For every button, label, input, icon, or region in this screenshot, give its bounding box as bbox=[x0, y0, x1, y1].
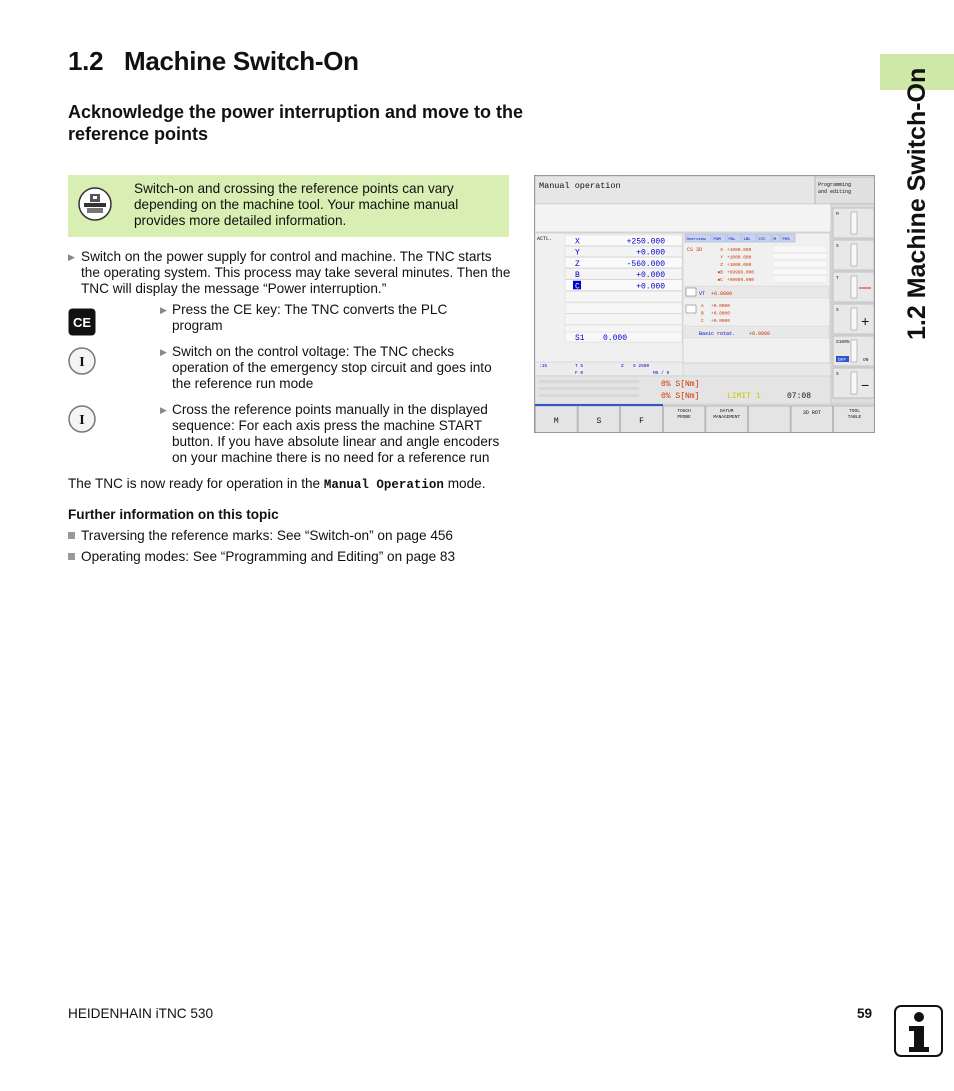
softkey-label: F bbox=[639, 417, 644, 426]
status-tab-label: CYC bbox=[758, 238, 766, 242]
screen-mode-title: Manual operation bbox=[539, 181, 621, 191]
subheading: Acknowledge the power interruption and move to the reference points bbox=[68, 102, 524, 144]
section-title: Machine Switch-On bbox=[124, 46, 359, 76]
bullet-square-icon bbox=[68, 553, 75, 560]
basic-rot-value: +0.0000 bbox=[749, 331, 771, 337]
spindle-label: S1 bbox=[575, 334, 585, 343]
softkey-label: MANAGEMENT bbox=[713, 415, 741, 420]
side-softkey-label: S bbox=[836, 244, 839, 249]
status-tab-label: POS bbox=[782, 238, 790, 242]
screen-mode-right-1: Programming bbox=[818, 182, 852, 188]
status-tab-label: LBL bbox=[743, 238, 751, 242]
cs-axis-label: Z bbox=[720, 263, 723, 268]
clock: 07:08 bbox=[787, 392, 812, 401]
note-box bbox=[68, 175, 509, 237]
ready-text bbox=[68, 476, 528, 493]
rot-axis-value: +0.0000 bbox=[711, 304, 730, 309]
status-m: M5 / 9 bbox=[653, 371, 670, 376]
actl-label: ACTL. bbox=[537, 236, 553, 242]
softkey-label: DATUM bbox=[719, 409, 734, 414]
bullet-triangle-icon: ▶ bbox=[160, 305, 167, 315]
rot-axis-label: A bbox=[701, 304, 704, 309]
cs-axis-value: +1000.000 bbox=[727, 255, 752, 261]
status-t: T 5 bbox=[575, 364, 584, 369]
tnc-screen bbox=[534, 175, 875, 433]
screen-mode-right-2: and editing bbox=[818, 189, 852, 195]
basic-rot-label: Basic rotat. bbox=[699, 331, 736, 337]
ce-key-label: CE bbox=[72, 315, 92, 330]
axis-value-c: +0.000 bbox=[636, 282, 665, 292]
cs3d-label: CS 3D bbox=[687, 247, 703, 253]
plus-icon: + bbox=[861, 315, 870, 331]
rot-axis-value: +0.0000 bbox=[711, 319, 730, 324]
further-info-title: Further information on this topic bbox=[68, 507, 279, 522]
status-tab-label: Overview bbox=[686, 238, 706, 242]
minus-icon: − bbox=[861, 379, 870, 395]
further-info-link-switch-on[interactable]: Traversing the reference marks: See “Switch-on” on page 456 bbox=[81, 528, 453, 543]
bullet-triangle-icon: ▶ bbox=[160, 347, 167, 357]
machine-tool-icon bbox=[78, 187, 112, 221]
cs-axis-value: +1000.000 bbox=[727, 263, 752, 268]
limit-label: LIMIT 1 bbox=[727, 392, 761, 401]
rot-axis-label: C bbox=[701, 319, 704, 324]
off-label: OFF bbox=[838, 358, 847, 363]
cs-axis-label: ✱B bbox=[717, 270, 723, 276]
ready-text-after: mode. bbox=[443, 476, 486, 491]
softkey-label: TABLE bbox=[847, 415, 862, 420]
rot-axis-value: +0.0000 bbox=[711, 311, 730, 317]
softkey-label: PROBE bbox=[677, 415, 691, 420]
overload-row-1: 0% S[Nm] bbox=[661, 380, 700, 389]
bullet-square-icon bbox=[68, 532, 75, 539]
bullet-triangle-icon: ▶ bbox=[160, 405, 167, 415]
side-softkey-label: S100% bbox=[836, 340, 850, 345]
axis-name-c: C bbox=[575, 282, 580, 292]
further-info-item[interactable] bbox=[68, 528, 528, 544]
status-tab-label: PGM bbox=[713, 238, 721, 242]
page-number: 59 bbox=[857, 1006, 873, 1021]
step-ce-key: Press the CE key: The TNC converts the PLC program bbox=[172, 302, 448, 333]
status-z: Z bbox=[621, 364, 624, 369]
cs-axis-value: +99999.000 bbox=[727, 270, 755, 276]
footer-product: HEIDENHAIN iTNC 530 bbox=[68, 1006, 214, 1021]
axis-value-z: -560.000 bbox=[626, 259, 665, 269]
axis-name-y: Y bbox=[575, 248, 580, 258]
spindle-value: 0.000 bbox=[603, 334, 628, 343]
status-s: S 2500 bbox=[633, 364, 650, 369]
ready-text-before: The TNC is now ready for operation in the bbox=[68, 476, 324, 491]
tnc-screen-graphic bbox=[535, 176, 875, 433]
cs-axis-label: X bbox=[720, 248, 723, 253]
cs-axis-label: ✱C bbox=[717, 278, 723, 283]
page-title bbox=[68, 46, 359, 77]
info-icon bbox=[894, 1005, 943, 1057]
axis-value-y: +0.000 bbox=[636, 248, 665, 258]
start-key-label: I bbox=[79, 413, 85, 428]
bullet-triangle-icon: ▶ bbox=[68, 252, 75, 262]
status-tab-label: M bbox=[773, 238, 776, 242]
side-softkey-label: S bbox=[836, 308, 839, 313]
softkey-label: TOUCH bbox=[677, 409, 691, 414]
softkey-label: M bbox=[553, 417, 559, 426]
machine-start-key-icon bbox=[68, 405, 96, 433]
on-label: ON bbox=[863, 358, 869, 363]
axis-name-b: B bbox=[575, 271, 580, 281]
vt-value: +0.0000 bbox=[711, 291, 733, 297]
cs-axis-value: +1000.000 bbox=[727, 248, 752, 253]
axis-name-z: Z bbox=[575, 259, 580, 269]
vt-label: VT bbox=[699, 291, 706, 297]
status-tab-label: PAL bbox=[728, 238, 736, 242]
cs-axis-label: Y bbox=[720, 255, 723, 261]
further-info-link-programming[interactable]: Operating modes: See “Programming and Editing” on page 83 bbox=[81, 549, 456, 564]
note-text: Switch-on and crossing the reference points can vary depending on the machine tool. Your machine manual provides more detailed information. bbox=[134, 181, 459, 228]
rot-axis-label: B bbox=[701, 311, 704, 317]
axis-name-x: X bbox=[575, 237, 580, 247]
step-control-voltage: Switch on the control voltage: The TNC checks operation of the emergency stop circuit and goes into the reference run mode bbox=[172, 344, 492, 391]
softkey-label: S bbox=[596, 417, 602, 426]
softkey-blank[interactable] bbox=[749, 406, 791, 433]
side-running-title: 1.2 Machine Switch-On bbox=[903, 67, 931, 340]
cs-axis-value: +99999.000 bbox=[727, 278, 755, 283]
axis-value-b: +0.000 bbox=[636, 271, 665, 281]
side-softkey-label: M bbox=[836, 212, 839, 217]
section-number: 1.2 bbox=[68, 46, 104, 76]
further-info-item[interactable] bbox=[68, 549, 528, 565]
softkey-label: TOOL bbox=[849, 409, 860, 414]
side-softkey-label: S bbox=[836, 372, 839, 377]
step-power-on: Switch on the power supply for control and machine. The TNC starts the operating system. This process may take several minutes. Then the TNC will display the message “Power interruption.” bbox=[81, 249, 511, 296]
softkey-label: 3D ROT bbox=[802, 410, 821, 416]
mode-name: Manual Operation bbox=[323, 478, 444, 492]
overload-row-2: 0% S[Nm] bbox=[661, 392, 700, 401]
machine-on-key-icon bbox=[68, 347, 96, 375]
side-softkey-label: T bbox=[836, 276, 839, 281]
voltage-key-label: I bbox=[79, 355, 85, 370]
status-t15: :15 bbox=[539, 364, 548, 369]
ce-key-icon bbox=[68, 308, 96, 336]
step-reference-points: Cross the reference points manually in the displayed sequence: For each axis press the machine START button. If you have absolute linear and angle encoders on your machine there is no need for a reference run bbox=[172, 402, 500, 465]
axis-value-x: +250.000 bbox=[626, 237, 665, 247]
status-f: F 0 bbox=[575, 371, 584, 376]
